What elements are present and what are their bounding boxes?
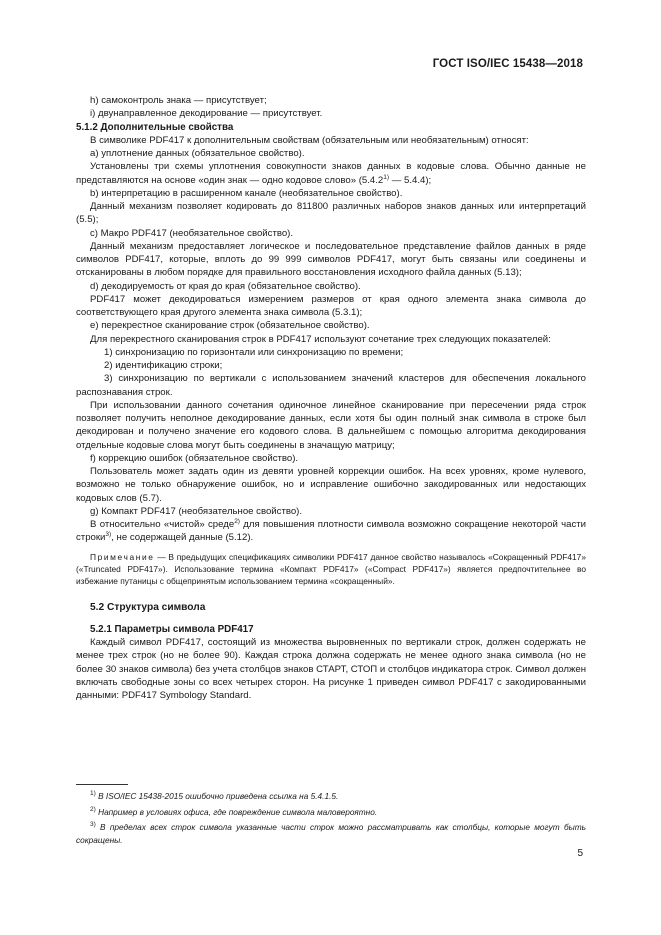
footnote-3 — [76, 821, 586, 846]
footnote-ref: 1) — [383, 173, 390, 181]
footnote-text: В ISO/IEC 15438-2015 ошибочно приведена ссылка на 5.4.1.5. — [95, 791, 339, 801]
footnote-text: В пределах всех строк символа указанные части строк можно рассматривать как столбцы, которые могут быть сокращены. — [76, 822, 586, 845]
sublist-item-2: 2) идентификацию строки; — [104, 360, 223, 371]
list-item-e: e) перекрестное сканирование строк (обязательное свойство). — [90, 320, 370, 332]
list-item-b: b) интерпретацию в расширенном канале (необязательное свойство). — [90, 187, 403, 199]
list-item-g: g) Компакт PDF417 (необязательное свойство). — [90, 505, 303, 517]
footnote-2 — [76, 806, 586, 819]
footnote-text: Например в условиях офиса, где повреждение символа маловероятно. — [95, 806, 378, 817]
sublist-item-1: 1) синхронизацию по горизонтали или синхронизацию по времени; — [104, 346, 404, 358]
footnote-mark: 2) — [90, 805, 96, 813]
text-span: , не содержащей данные (5.12). — [111, 532, 254, 544]
text-span: В относительно «чистой» среде — [90, 519, 235, 530]
main-text — [76, 94, 586, 702]
text-span: — 5.4.4); — [389, 174, 432, 186]
text-span: для повышения плотности символа возможно сокращение некоторой части строки — [76, 519, 586, 544]
footnote-mark: 1) — [90, 790, 96, 798]
footnote-separator — [76, 784, 128, 785]
list-item-a: a) уплотнение данных (обязательное свойство). — [90, 148, 305, 159]
footnotes — [76, 790, 586, 849]
note-text: — В предыдущих спецификациях символики PDF417 данное свойство называлось «Сокращенный PDF417» («Truncated PDF417»). Использование термина «Компакт PDF417» («Compact PDF417») является предпочтительнее во избежание путаницы с общепринятым использованием термина «сокращенный». — [76, 551, 586, 586]
paragraph: Для перекрестного сканирования строк в PDF417 используют сочетание трех следующих показателей: — [90, 333, 551, 345]
list-item-i: i) двунаправленное декодирование — присутствует. — [90, 108, 323, 120]
footnote-ref: 3) — [105, 531, 112, 539]
list-item-c: c) Макро PDF417 (необязательное свойство). — [90, 227, 294, 239]
section-heading-5-2: 5.2 Структура символа — [90, 601, 206, 613]
paragraph: PDF417 может декодироваться измерением размеров от края одного элемента знака символа до соответствующего края другого элемента знака символа (5.3.1); — [76, 293, 586, 318]
paragraph: Данный механизм предоставляет логическое и последовательное представление файлов данных в ряде символов PDF417, которые, вплоть до 99 999 символов PDF417, могут быть связаны или соединены и отсканированы в любом порядке для правильного восстановления исходного файла данных (5.13); — [76, 240, 586, 279]
section-heading-5-2-1: 5.2.1 Параметры символа PDF417 — [90, 623, 254, 635]
standard-header: ГОСТ ISO/IEC 15438—2018 — [432, 58, 583, 70]
list-item-d: d) декодируемость от края до края (обязательное свойство). — [90, 280, 361, 292]
paragraph: В символике PDF417 к дополнительным свойствам (обязательным или необязательным) относят: — [90, 134, 529, 146]
paragraph: При использовании данного сочетания одиночное линейное сканирование при пересечении ряда строк позволяет получить неполное декодирование данных, если хотя бы один полный знак символа в строке был декодирован и получено значение его кодового слова. В дальнейшем с помощью алгоритма декодирования отдельные кодовые слова могут быть соединены в значащую матрицу; — [76, 399, 586, 451]
footnote-mark: 3) — [90, 821, 96, 829]
paragraph: Данный механизм позволяет кодировать до 811800 различных наборов знаков данных или интерпретаций (5.5); — [76, 201, 586, 226]
section-heading-5-1-2: 5.1.2 Дополнительные свойства — [76, 121, 234, 133]
paragraph — [76, 518, 586, 545]
paragraph: Каждый символ PDF417, состоящий из множества выровненных по вертикали строк, должен содержать не менее трех строк (но не более 90). Каждая строка должна содержать не менее одного знака символа (но не более 30 знаков символа) без учета столбцов знаков СТАРТ, СТОП и столбцов индикатора строк. Символ должен включать свободные зоны со всех четырех сторон. На рисунке 1 приведен символ PDF417 с закодированными данными: PDF417 Symbology Standard. — [76, 637, 586, 701]
text-span: Установлены три схемы уплотнения совокупности знаков данных в кодовые слова. Обычно данные не представляются на основе «один знак — одно кодовое слово» (5.4.2 — [76, 161, 586, 186]
list-item-h: h) самоконтроль знака — присутствует; — [90, 95, 267, 106]
footnote-1 — [76, 790, 586, 803]
note — [76, 551, 586, 587]
sublist-item-3: 3) синхронизацию по вертикали с использованием значений кластеров для обеспечения локального распознавания строк. — [76, 373, 586, 398]
note-label: Примечание — [90, 551, 155, 562]
paragraph: Пользователь может задать один из девяти уровней коррекции ошибок. На всех уровнях, кроме нулевого, возможно не только обнаружение ошибок, но и исправление ошибочно закодированных или недостающих кодовых слов (5.7). — [76, 466, 586, 504]
paragraph — [76, 160, 586, 187]
list-item-f: f) коррекцию ошибок (обязательное свойство). — [90, 452, 299, 464]
footnote-ref: 2) — [234, 517, 240, 525]
page-number: 5 — [577, 848, 583, 859]
